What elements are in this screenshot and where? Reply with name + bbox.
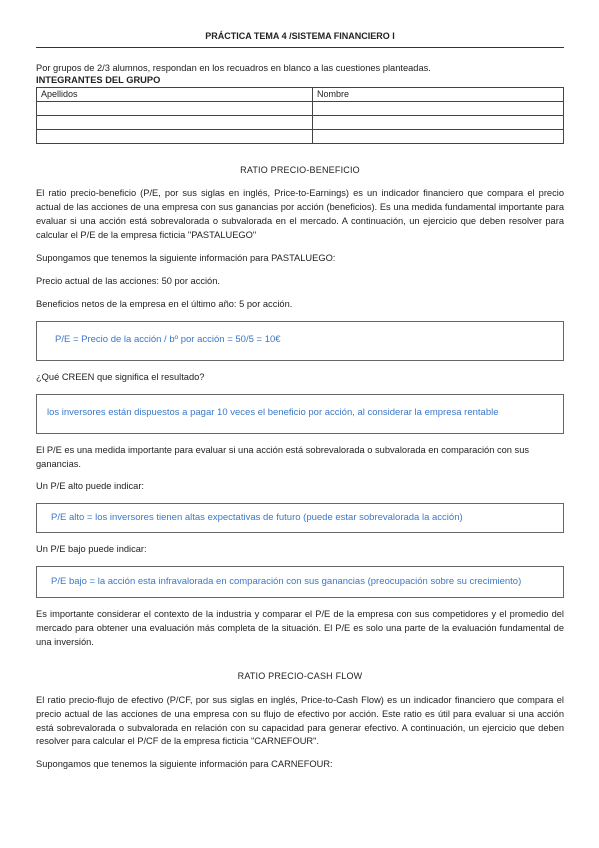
question-low-pe: Un P/E bajo puede indicar: — [36, 544, 147, 555]
per-paragraph-definition: El ratio precio-beneficio (P/E, por sus siglas en inglés, Price-to-Earnings) es un indicador financiero que compara el precio actual de las acciones de una empresa con sus ganancias por acción (beneficios). Es una medida fundamental importante para evaluar si una acción está sobrevalorada o subvalorada en el mercado. A continuación, un ejercicio que deben resolver para calcular el P/E de la empresa ficticia "PASTALUEGO" — [36, 188, 564, 240]
table-row — [37, 129, 564, 143]
table-cell[interactable] — [313, 115, 564, 129]
table-cell[interactable] — [37, 115, 313, 129]
group-heading: INTEGRANTES DEL GRUPO — [36, 75, 161, 86]
answer-box-meaning[interactable] — [36, 394, 564, 434]
column-header-nombre: Nombre — [313, 87, 564, 101]
table-row — [37, 101, 564, 115]
table-cell[interactable] — [313, 129, 564, 143]
question-high-pe: Un P/E alto puede indicar: — [36, 481, 145, 492]
answer-box-low-pe[interactable] — [36, 566, 564, 598]
section-title-pcf: RATIO PRECIO-CASH FLOW — [237, 671, 363, 682]
table-cell[interactable] — [37, 101, 313, 115]
answer-box-high-pe[interactable] — [36, 503, 564, 533]
document-title: PRÁCTICA TEMA 4 /SISTEMA FINANCIERO I — [36, 30, 564, 48]
pcf-paragraph-definition: El ratio precio-flujo de efectivo (P/CF, por sus siglas en inglés, Price-to-Cash Flow) es un indicador financiero que compara el precio actual de las acciones de una empresa con su flujo de efectivo por acción. Este ratio es útil para evaluar si una acción está sobrevalorada o subvalorada en relación con su capacidad para generar efectivo. A continuación, un ejercicio que deben resolver para calcular el P/CF de la empresa ficticia "CARNEFOUR". — [36, 694, 564, 747]
table-cell[interactable] — [313, 101, 564, 115]
pcf-paragraph-suppose: Supongamos que tenemos la siguiente información para CARNEFOUR: — [36, 759, 333, 770]
group-members-table — [36, 87, 564, 144]
per-paragraph-suppose: Supongamos que tenemos la siguiente información para PASTALUEGO: — [36, 252, 336, 263]
intro-text: Por grupos de 2/3 alumnos, respondan en los recuadros en blanco a las cuestiones planteadas. — [36, 62, 431, 73]
per-paragraph-context: Es importante considerar el contexto de la industria y comparar el P/E de la empresa con sus competidores y el promedio del mercado para obtener una evaluación más completa de la situación. El P/E es solo una parte de la evaluación fundamental de una inversión. — [36, 609, 564, 648]
answer-text: P/E = Precio de la acción / bº por acción = 50/5 = 10€ — [55, 334, 281, 346]
answer-text: los inversores están dispuestos a pagar 10 veces el beneficio por acción, al considerar la empresa rentable — [47, 407, 499, 419]
answer-text: P/E bajo = la acción esta infravalorada en comparación con sus ganancias (preocupación sobre su crecimiento) — [51, 575, 522, 587]
table-header-row — [37, 87, 564, 101]
table-row — [37, 115, 564, 129]
answer-box-calculation[interactable] — [36, 321, 564, 361]
table-cell[interactable] — [37, 129, 313, 143]
question-meaning: ¿Qué CREEN que significa el resultado? — [36, 371, 205, 382]
per-paragraph-earnings: Beneficios netos de la empresa en el último año: 5 por acción. — [36, 298, 293, 309]
section-title-per: RATIO PRECIO-BENEFICIO — [240, 164, 360, 175]
document-page — [36, 30, 564, 781]
answer-text: P/E alto = los inversores tienen altas expectativas de futuro (puede estar sobrevalorada la acción) — [51, 512, 463, 523]
per-paragraph-importance: El P/E es una medida importante para evaluar si una acción está sobrevalorada o subvalorada en comparación con sus ganancias. — [36, 444, 530, 469]
per-paragraph-price: Precio actual de las acciones: 50 por acción. — [36, 275, 220, 286]
column-header-apellidos: Apellidos — [37, 87, 313, 101]
